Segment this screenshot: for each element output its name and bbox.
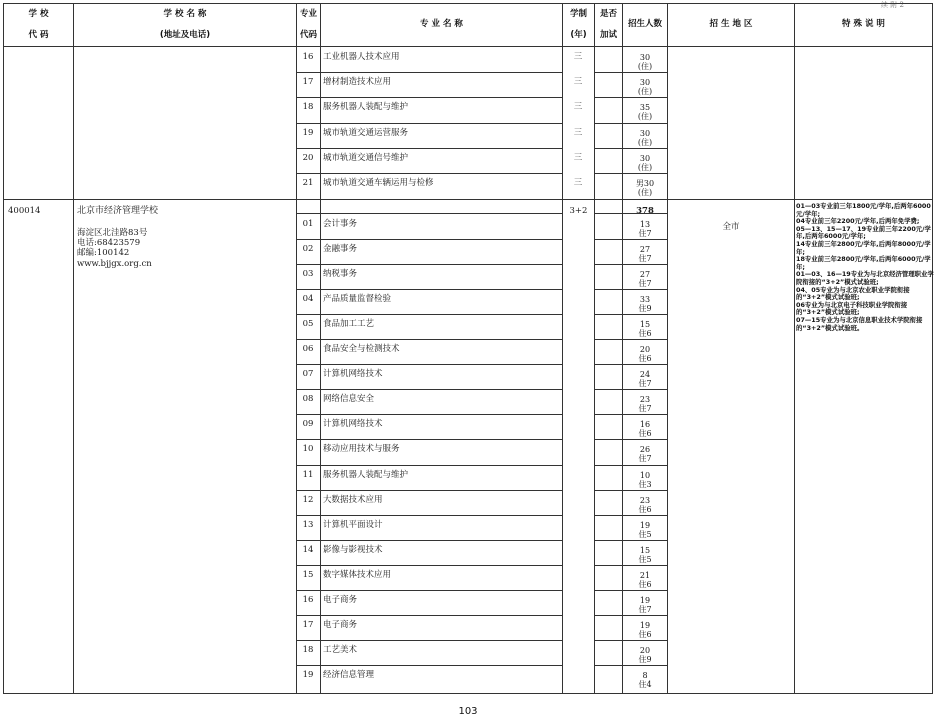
enroll-count-note: 住7	[638, 254, 652, 264]
header-duration-line1: 学制	[569, 9, 587, 19]
enroll-count: 19	[639, 595, 651, 605]
major-name: 增材制造技术应用	[323, 77, 392, 88]
school-years: 3+2	[569, 206, 588, 216]
major-code: 16	[302, 594, 314, 605]
major-code: 16	[302, 52, 314, 62]
enroll-count-note: 住3	[638, 479, 652, 489]
enroll-count: 30	[639, 153, 651, 163]
major-name: 纳税事务	[323, 269, 358, 280]
major-name: 计算机网络技术	[323, 419, 383, 430]
header-extra-exam	[595, 8, 622, 42]
enroll-count-note: 住9	[638, 654, 652, 664]
major-name: 工业机器人技术应用	[323, 52, 400, 62]
school-region: 全市	[722, 222, 740, 232]
header-school-code-line1: 学 校	[28, 9, 49, 19]
major-name: 会计事务	[323, 219, 358, 229]
major-code: 19	[302, 669, 314, 680]
enroll-count: 23	[639, 395, 651, 405]
major-duration: 三	[573, 52, 583, 62]
enroll-count: 26	[639, 445, 651, 455]
enroll-count-note: (住)	[637, 188, 653, 197]
major-duration: 三	[573, 102, 583, 113]
major-name: 服务机器人装配与维护	[323, 102, 409, 113]
major-name: 食品安全与检测技术	[323, 344, 400, 355]
header-major-code	[297, 8, 320, 42]
major-name: 影像与影视技术	[323, 544, 383, 555]
major-code: 04	[302, 294, 314, 305]
major-name: 大数据技术应用	[323, 494, 383, 505]
school-phone: 电话:68423579	[77, 238, 141, 248]
major-name: 食品加工工艺	[323, 319, 375, 330]
header-school-name-line1: 学 校 名 称	[163, 9, 207, 19]
header-school-name-line2: (地址及电话)	[159, 30, 211, 40]
major-code: 19	[302, 127, 314, 138]
major-name: 城市轨道交通车辆运用与检修	[323, 178, 434, 188]
header-school-code-line2: 代 码	[28, 30, 49, 40]
header-remarks: 特 殊 说 明	[842, 19, 885, 29]
school-total: 378	[636, 206, 654, 216]
school-name: 北京市经济管理学校	[77, 206, 159, 216]
major-name: 数字媒体技术应用	[323, 569, 392, 580]
major-name: 金融事务	[323, 244, 358, 255]
major-code: 10	[302, 444, 314, 455]
enroll-count-note: (住)	[637, 137, 653, 147]
enroll-count-note: 住9	[638, 304, 652, 314]
major-name: 产品质量监督检验	[323, 294, 392, 305]
major-code: 21	[302, 178, 314, 188]
header-school-name	[74, 8, 296, 42]
enroll-count-note: (住)	[637, 62, 653, 71]
major-code: 08	[302, 394, 314, 405]
page-number: 103	[458, 706, 478, 717]
enroll-count-note: (住)	[637, 162, 653, 172]
enroll-count-note: 住6	[638, 504, 652, 514]
major-name: 电子商务	[323, 594, 358, 605]
major-name: 计算机网络技术	[323, 369, 383, 380]
enroll-count: 10	[639, 470, 651, 480]
school-address: 海淀区北洼路83号	[77, 228, 148, 238]
school-website: www.bjjgx.org.cn	[77, 259, 152, 269]
enroll-count-note: 住6	[638, 629, 652, 639]
enroll-count-note: 住7	[638, 604, 652, 614]
major-name: 城市轨道交通运营服务	[323, 127, 409, 138]
enroll-count: 13	[639, 220, 651, 229]
major-name: 网络信息安全	[323, 394, 375, 405]
header-extra-exam-line1: 是否	[599, 9, 617, 19]
enroll-count-note: 住7	[638, 454, 652, 464]
enroll-count: 27	[639, 245, 651, 255]
enroll-count-note: (住)	[637, 112, 653, 122]
major-name: 计算机平面设计	[323, 519, 383, 530]
header-enroll-count: 招生人数	[627, 19, 662, 29]
major-name: 服务机器人装配与维护	[323, 469, 409, 480]
major-name: 电子商务	[323, 619, 358, 630]
major-code: 02	[302, 244, 314, 255]
major-name: 城市轨道交通信号维护	[323, 152, 409, 163]
enroll-count: 男30	[635, 179, 655, 188]
enroll-count: 16	[639, 420, 651, 430]
enroll-count-note: 住6	[638, 354, 652, 364]
school-postcode: 邮编:100142	[77, 248, 130, 258]
major-code: 12	[302, 494, 314, 505]
enroll-count-note: 住4	[638, 679, 652, 689]
enroll-count-note: 住7	[638, 229, 652, 238]
enroll-count: 27	[639, 270, 651, 280]
enroll-count: 21	[639, 570, 651, 580]
enroll-count: 30	[639, 128, 651, 138]
header-school-code	[4, 8, 73, 42]
enroll-count: 35	[639, 103, 651, 113]
header-extra-exam-line2: 加试	[599, 30, 617, 40]
school-code: 400014	[8, 206, 41, 216]
enroll-count: 19	[639, 520, 651, 530]
major-code: 20	[302, 152, 314, 163]
enroll-count-note: 住6	[638, 429, 652, 439]
enroll-count: 23	[639, 495, 651, 505]
major-code: 11	[302, 469, 314, 480]
enroll-count-note: 住7	[638, 279, 652, 289]
major-duration: 三	[573, 178, 583, 188]
major-duration: 三	[573, 152, 583, 163]
header-region: 招 生 地 区	[709, 19, 753, 29]
enroll-count: 33	[639, 295, 651, 305]
enroll-count: 24	[639, 370, 651, 380]
major-code: 13	[302, 519, 314, 530]
major-code: 03	[302, 269, 314, 280]
major-code: 17	[302, 619, 314, 630]
school-remarks: 01—03专业前三年1800元/学年,后两年6000元/学年; 04专业前三年2200元/学年,后两年免学费; 05—13、15—17、19专业前三年2200元/学年,后两年6000元/学年; 14专业前三年2800元/学年,后两年8000元/学年; 18专业前三年2800元/学年,后两年6000元/学年; 01—03、16—19专业为与北京经济管理职业学院衔接的“3+2”模式试验班; 04、05专业为与北京农业职业学院衔接的“3+2”模式试验班; 06专业为与北京电子科技职业学院衔接的“3+2”模式试验班; 07—15专业为与北京信息职业技术学院衔接的“3+2”模式试验班。	[796, 202, 934, 332]
header-duration-line2: (年)	[570, 30, 587, 40]
header-major-name: 专 业 名 称	[420, 19, 463, 29]
enroll-count: 20	[639, 645, 651, 655]
major-code: 09	[302, 419, 314, 430]
enroll-count-note: (住)	[637, 87, 653, 97]
enroll-count: 19	[639, 620, 651, 630]
major-code: 18	[302, 102, 314, 113]
enroll-count-note: 住5	[638, 554, 652, 564]
header-major-code-line1: 专业	[299, 9, 317, 19]
major-code: 01	[302, 219, 314, 229]
major-code: 15	[302, 569, 314, 580]
major-name: 经济信息管理	[323, 669, 375, 680]
major-duration: 三	[573, 77, 583, 88]
major-code: 05	[302, 319, 314, 330]
enroll-count: 30	[639, 53, 651, 62]
enroll-count-note: 住7	[638, 404, 652, 414]
major-duration: 三	[573, 127, 583, 138]
enroll-count-note: 住6	[638, 329, 652, 339]
enroll-count: 30	[639, 78, 651, 88]
major-code: 06	[302, 344, 314, 355]
major-code: 14	[302, 544, 314, 555]
enroll-count-note: 住5	[638, 529, 652, 539]
major-name: 工艺美术	[323, 644, 358, 655]
major-code: 07	[302, 369, 314, 380]
major-code: 17	[302, 77, 314, 88]
corner-mark: 续 附 2	[881, 1, 904, 9]
enroll-count: 15	[639, 320, 651, 330]
enroll-count-note: 住7	[638, 379, 652, 389]
major-name: 移动应用技术与服务	[323, 444, 400, 455]
major-code: 18	[302, 644, 314, 655]
enroll-count: 15	[639, 545, 651, 555]
enroll-count: 20	[639, 345, 651, 355]
enroll-count: 8	[642, 670, 648, 680]
enroll-count-note: 住6	[638, 579, 652, 589]
header-major-code-line2: 代码	[299, 30, 317, 40]
header-duration	[563, 8, 594, 42]
